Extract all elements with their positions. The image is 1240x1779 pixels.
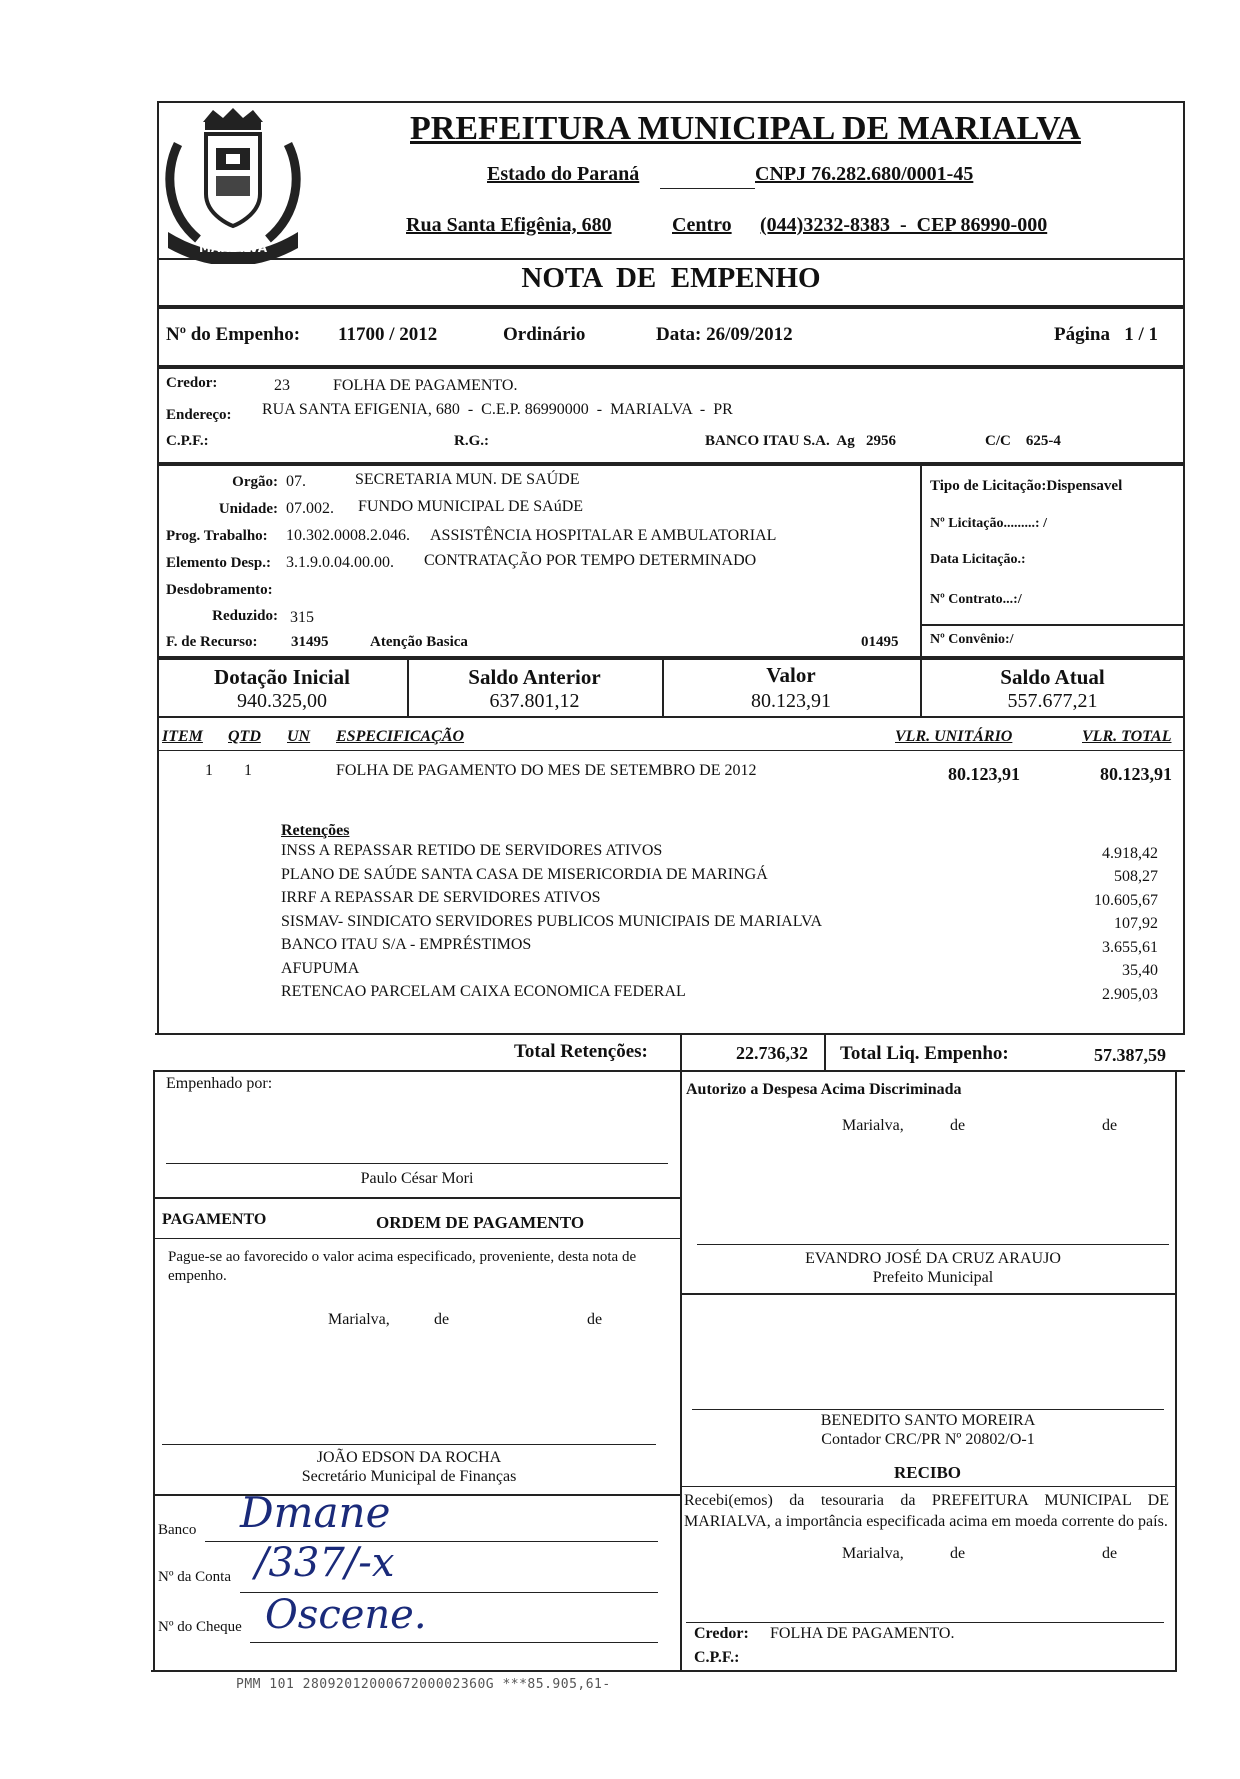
pagamento-de-2: de	[587, 1311, 603, 1328]
items-left-border	[157, 718, 159, 1033]
items-header-divider	[157, 750, 1185, 751]
address-value: RUA SANTA EFIGENIA, 680 - C.E.P. 86990000 - MARIALVA - PR	[262, 401, 733, 418]
total-retencoes-value: 22.736,32	[736, 1043, 808, 1063]
cpf-label: C.P.F.:	[166, 433, 209, 449]
prefeito-box-bottom	[680, 1293, 1175, 1295]
recibo-title: RECIBO	[893, 1463, 962, 1482]
footer-bottom-border	[151, 1670, 1177, 1672]
autorizo-city: Marialva,	[842, 1117, 904, 1134]
recurso-name: Atenção Basica	[370, 634, 468, 650]
list-item-value: 508,27	[1114, 868, 1158, 885]
list-item: IRRF A REPASSAR DE SERVIDORES ATIVOS	[281, 889, 601, 906]
contador-cargo: Contador CRC/PR Nº 20802/O-1	[821, 1431, 1035, 1448]
street-address: Rua Santa Efigênia, 680	[406, 214, 612, 236]
reduzido-label: Reduzido:	[212, 608, 278, 624]
prog-name: ASSISTÊNCIA HOSPITALAR E AMBULATORIAL	[430, 527, 777, 544]
conta-label: Nº da Conta	[158, 1569, 231, 1585]
header-divider	[157, 258, 1185, 260]
saldo-atual-value: 557.677,21	[1007, 690, 1098, 712]
dotacao-inicial-label: Dotação Inicial	[214, 665, 350, 689]
items-right-border	[1183, 718, 1185, 1033]
elemento-label: Elemento Desp.:	[166, 555, 271, 571]
col-vlr-unitario: VLR. UNITÁRIO	[895, 728, 1013, 745]
state-name: Estado do Paraná	[487, 163, 640, 185]
pagamento-city: Marialva,	[328, 1311, 390, 1328]
list-item-value: 10.605,67	[1094, 892, 1158, 909]
valor-value: 80.123,91	[751, 690, 831, 712]
unidade-code: 07.002.	[286, 500, 334, 517]
col-item: ITEM	[162, 728, 203, 745]
secretario-signature-line	[162, 1444, 656, 1445]
item-qtd: 1	[244, 762, 252, 779]
licitacao-tipo: Tipo de Licitação:Dispensavel	[930, 478, 1123, 494]
total-liquido-value: 57.387,59	[1094, 1045, 1166, 1065]
reduzido-value: 315	[290, 609, 314, 626]
rg-label: R.G.:	[454, 433, 489, 449]
item-number: 1	[205, 762, 213, 779]
list-item: BANCO ITAU S/A - EMPRÉSTIMOS	[281, 936, 532, 953]
saldo-anterior-value: 637.801,12	[489, 690, 580, 712]
recibo-signature-line	[686, 1622, 1164, 1623]
district: Centro	[672, 214, 732, 236]
prog-label: Prog. Trabalho:	[166, 528, 268, 544]
list-item: AFUPUMA	[281, 960, 360, 977]
cheque-label: Nº do Cheque	[158, 1619, 242, 1635]
empenho-type: Ordinário	[503, 324, 586, 345]
convenio-divider	[920, 624, 1185, 626]
empenho-number: 11700 / 2012	[338, 324, 438, 345]
totals-divider-1	[680, 1033, 682, 1070]
saldo-anterior-label: Saldo Anterior	[468, 665, 601, 689]
saldo-atual-label: Saldo Atual	[1000, 665, 1105, 689]
municipal-seal-icon	[158, 104, 308, 264]
totals-bottom-line	[155, 1070, 1185, 1072]
col-un: UN	[287, 728, 311, 745]
mechanical-stamp: PMM 101 2809201200067200002360G ***85.905,61-	[236, 1677, 611, 1692]
autorizo-label: Autorizo a Despesa Acima Discriminada	[686, 1081, 962, 1098]
recibo-cpf-label: C.P.F.:	[694, 1649, 740, 1666]
empenhado-signature-line	[166, 1163, 668, 1164]
ordem-pagamento-label: ORDEM DE PAGAMENTO	[376, 1213, 585, 1232]
bank-info: BANCO ITAU S.A. Ag 2956	[705, 433, 896, 449]
prog-code: 10.302.0008.2.046.	[286, 527, 410, 544]
col-vlr-total: VLR. TOTAL	[1082, 728, 1172, 745]
unidade-name: FUNDO MUNICIPAL DE SAúDE	[358, 498, 584, 515]
phone-cep: (044)3232-8383 - CEP 86990-000	[760, 214, 1048, 236]
pagamento-label: PAGAMENTO	[162, 1211, 267, 1228]
cnpj: CNPJ 76.282.680/0001-45	[755, 163, 974, 185]
recibo-city: Marialva,	[842, 1545, 904, 1562]
empenhado-nome: Paulo César Mori	[360, 1170, 474, 1187]
empenho-number-label: Nº do Empenho:	[166, 324, 301, 345]
list-item-value: 107,92	[1114, 915, 1158, 932]
desdobramento-label: Desdobramento:	[166, 582, 273, 598]
recibo-de-2: de	[1102, 1545, 1118, 1562]
dotacao-inicial-value: 940.325,00	[237, 690, 327, 712]
convenio-numero: Nº Convênio:/	[930, 632, 1014, 647]
item-unit-value: 80.123,91	[948, 764, 1020, 784]
item-total-value: 80.123,91	[1100, 764, 1172, 784]
autorizo-de-1: de	[950, 1117, 966, 1134]
prefeito-cargo: Prefeito Municipal	[872, 1269, 994, 1286]
empenho-date: Data: 26/09/2012	[656, 324, 793, 345]
account-info: C/C 625-4	[985, 433, 1061, 449]
contador-nome: BENEDITO SANTO MOREIRA	[820, 1412, 1036, 1429]
elemento-name: CONTRATAÇÃO POR TEMPO DETERMINADO	[424, 552, 757, 569]
list-item: PLANO DE SAÚDE SANTA CASA DE MISERICORDIA DE MARINGÁ	[281, 866, 768, 883]
item-spec: FOLHA DE PAGAMENTO DO MES DE SETEMBRO DE 2012	[336, 762, 757, 779]
contrato-numero: Nº Contrato...:/	[930, 592, 1022, 607]
orgao-name: SECRETARIA MUN. DE SAÚDE	[355, 471, 580, 488]
credor-label: Credor:	[166, 375, 218, 391]
footer-right-border	[1175, 1070, 1177, 1670]
total-liquido-label: Total Liq. Empenho:	[840, 1043, 1009, 1064]
total-retencoes-label: Total Retenções:	[514, 1041, 648, 1062]
pagamento-header-line	[153, 1238, 680, 1239]
prefeito-nome: EVANDRO JOSÉ DA CRUZ ARAUJO	[805, 1250, 1061, 1267]
cheque-handwritten: Oscene.	[265, 1592, 427, 1638]
recibo-header-line	[680, 1486, 1175, 1487]
valor-label: Valor	[766, 663, 816, 687]
secretario-nome: JOÃO EDSON DA ROCHA	[316, 1449, 502, 1466]
retencoes-title: Retenções	[281, 822, 350, 839]
recurso-number: 01495	[861, 634, 899, 650]
footer-center-divider	[680, 1070, 682, 1670]
list-item-value: 4.918,42	[1102, 845, 1158, 862]
elemento-code: 3.1.9.0.04.00.00.	[286, 554, 394, 571]
footer-left-border	[153, 1070, 155, 1670]
orgao-code: 07.	[286, 473, 306, 490]
conta-handwritten: /337/-x	[255, 1540, 395, 1586]
credor-code: 23	[274, 377, 290, 394]
recibo-text: Recebi(emos) da tesouraria da PREFEITURA MUNICIPAL DE MARIALVA, a importância especificada acima em moeda corrente do país.	[684, 1492, 1169, 1530]
autorizo-de-2: de	[1102, 1117, 1118, 1134]
list-item: INSS A REPASSAR RETIDO DE SERVIDORES ATIVOS	[281, 842, 663, 859]
licitacao-data: Data Licitação.:	[930, 552, 1026, 567]
cheque-line	[250, 1642, 658, 1643]
orgao-label: Orgão:	[232, 474, 278, 490]
totals-top-line	[155, 1033, 1185, 1035]
recibo-de-1: de	[950, 1545, 966, 1562]
recibo-credor-value: FOLHA DE PAGAMENTO.	[770, 1625, 955, 1642]
seal-lettering: MARIALVA	[199, 241, 267, 255]
page-number: Página 1 / 1	[1054, 324, 1158, 345]
col-qtd: QTD	[228, 728, 261, 745]
pague-se-text: Pague-se ao favorecido o valor acima especificado, proveniente, desta nota de empenho.	[168, 1249, 637, 1284]
recurso-code: 31495	[291, 634, 329, 650]
secretario-box-bottom	[153, 1494, 680, 1496]
list-item: RETENCAO PARCELAM CAIXA ECONOMICA FEDERAL	[281, 983, 686, 1000]
list-item-value: 2.905,03	[1102, 986, 1158, 1003]
col-especificacao: ESPECIFICAÇÃO	[336, 728, 465, 745]
recibo-credor-label: Credor:	[694, 1625, 749, 1642]
empenhado-box-bottom	[153, 1197, 680, 1199]
banco-handwritten: Dmane	[240, 1488, 391, 1537]
budget-divider	[920, 464, 922, 658]
state-underline	[660, 188, 755, 189]
unidade-label: Unidade:	[218, 501, 278, 517]
totals-divider-2	[824, 1033, 826, 1070]
municipality-title: PREFEITURA MUNICIPAL DE MARIALVA	[410, 110, 1081, 147]
prefeito-signature-line	[697, 1244, 1169, 1245]
list-item: SISMAV- SINDICATO SERVIDORES PUBLICOS MUNICIPAIS DE MARIALVA	[281, 913, 823, 930]
banco-label: Banco	[158, 1522, 197, 1538]
empenhado-por-label: Empenhado por:	[166, 1075, 273, 1092]
credor-name: FOLHA DE PAGAMENTO.	[333, 377, 518, 394]
address-label: Endereço:	[166, 407, 232, 423]
recurso-label: F. de Recurso:	[166, 634, 258, 650]
contador-signature-line	[692, 1409, 1164, 1410]
secretario-cargo: Secretário Municipal de Finanças	[301, 1468, 517, 1485]
list-item-value: 3.655,61	[1102, 939, 1158, 956]
document-title: NOTA DE EMPENHO	[521, 262, 821, 294]
pagamento-de-1: de	[434, 1311, 450, 1328]
licitacao-numero: Nº Licitação.........: /	[930, 516, 1047, 531]
list-item-value: 35,40	[1122, 962, 1158, 979]
